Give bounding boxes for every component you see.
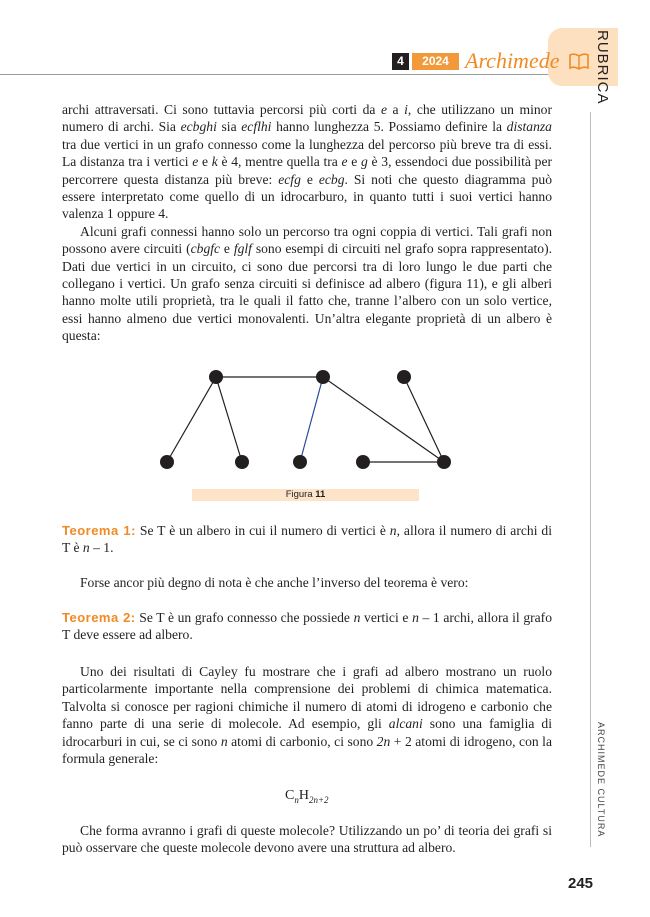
- issue-year: 2024: [412, 53, 459, 70]
- tree-graph-figure: [150, 362, 470, 477]
- graph-edge: [323, 377, 444, 462]
- theorem-1: Teorema 1: Se T è un albero in cui il numero di vertici è n, allora il numero di archi di T è n – 1.: [62, 523, 552, 556]
- text-block-cayley: [62, 663, 552, 767]
- side-section-label: ARCHIMEDE CULTURA: [596, 722, 606, 838]
- theorem-label: Teorema 2:: [62, 610, 136, 625]
- graph-edge: [404, 377, 444, 462]
- issue-number: 4: [392, 53, 409, 70]
- graph-vertex: [397, 370, 411, 384]
- text-block-converse: [62, 574, 552, 591]
- theorem-label: Teorema 1:: [62, 523, 136, 538]
- header-rule: [0, 74, 578, 75]
- alkane-formula: $C_nH_{2n+2}$: [285, 788, 329, 805]
- paragraph: Che forma avranno i grafi di queste molecole? Utilizzando un po’ di teoria dei grafi si può osservare che queste molecole devono avere una struttura ad albero.: [62, 823, 552, 856]
- graph-vertex: [316, 370, 330, 384]
- graph-vertex: [356, 455, 370, 469]
- page-number: 245: [568, 875, 594, 892]
- paragraph: Alcuni grafi connessi hanno solo un percorso tra ogni coppia di vertici. Tali grafi non possono avere circuiti (cbgfc e fglf sono esempi di circuiti nel grafo sopra rappresentato). Dati due vertici in un circuito, ci sono due percorsi tra di loro lungo le due parti che collegano i vertici. Un grafo senza circuiti si definisce ad albero (figura 11), e gli alberi hanno molte utili proprietà, tra le quali il fatto che, tranne l’albero con un solo vertice, essi hanno almeno due vertici monovalenti. Un’altra elegante proprietà di un albero è questa:: [62, 223, 552, 344]
- paragraph: Uno dei risultati di Cayley fu mostrare che i grafi ad albero mostrano un ruolo particolarmente importante nella comprensione dei problemi di chimica matematica. Talvolta si conosce per ragioni chimiche il numero di atomi di idrogeno e carbonio che fanno parte di una serie di molecole. Ad esempio, gli alcani sono una famiglia di idrocarburi in cui, se ci sono n atomi di carbonio, ci sono 2n + 2 atomi di idrogeno, con la formula generale:: [62, 664, 552, 767]
- figure-caption: Figura 11: [285, 489, 326, 500]
- text-block-bottom: [62, 822, 552, 857]
- paragraph: archi attraversati. Ci sono tuttavia percorsi più corti da e a i, che utilizzano un minor numero di archi. Sia ecbghi sia ecflhi hanno lunghezza 5. Possiamo definire la distanza tra due vertici in un grafo connesso come la lunghezza del percorso più breve tra di essi. La distanza tra i vertici e e k è 4, mentre quella tra e e g è 3, essendoci due possibilità per percorrere questa distanza più breve: ecfg e ecbg. Si noti che questo diagramma può essere interpretato come quello di un idrocarburo, in quanto tutti i suoi vertici hanno valenza 1 oppure 4.: [62, 102, 552, 222]
- graph-vertex: [437, 455, 451, 469]
- graph-vertex: [160, 455, 174, 469]
- paragraph: Forse ancor più degno di nota è che anche l’inverso del teorema è vero:: [80, 575, 469, 590]
- graph-vertex: [235, 455, 249, 469]
- graph-edge: [216, 377, 242, 462]
- magazine-title: Archimede: [465, 48, 560, 73]
- section-label: RUBRICA: [594, 30, 611, 105]
- graph-edge: [300, 377, 323, 462]
- side-rule: [590, 112, 591, 847]
- text-block-top: [62, 101, 552, 345]
- graph-vertex: [293, 455, 307, 469]
- theorem-2: Teorema 2: Se T è un grafo connesso che possiede n vertici e n – 1 archi, allora il grafo T deve essere ad albero.: [62, 610, 553, 643]
- graph-vertex: [209, 370, 223, 384]
- graph-edge: [167, 377, 216, 462]
